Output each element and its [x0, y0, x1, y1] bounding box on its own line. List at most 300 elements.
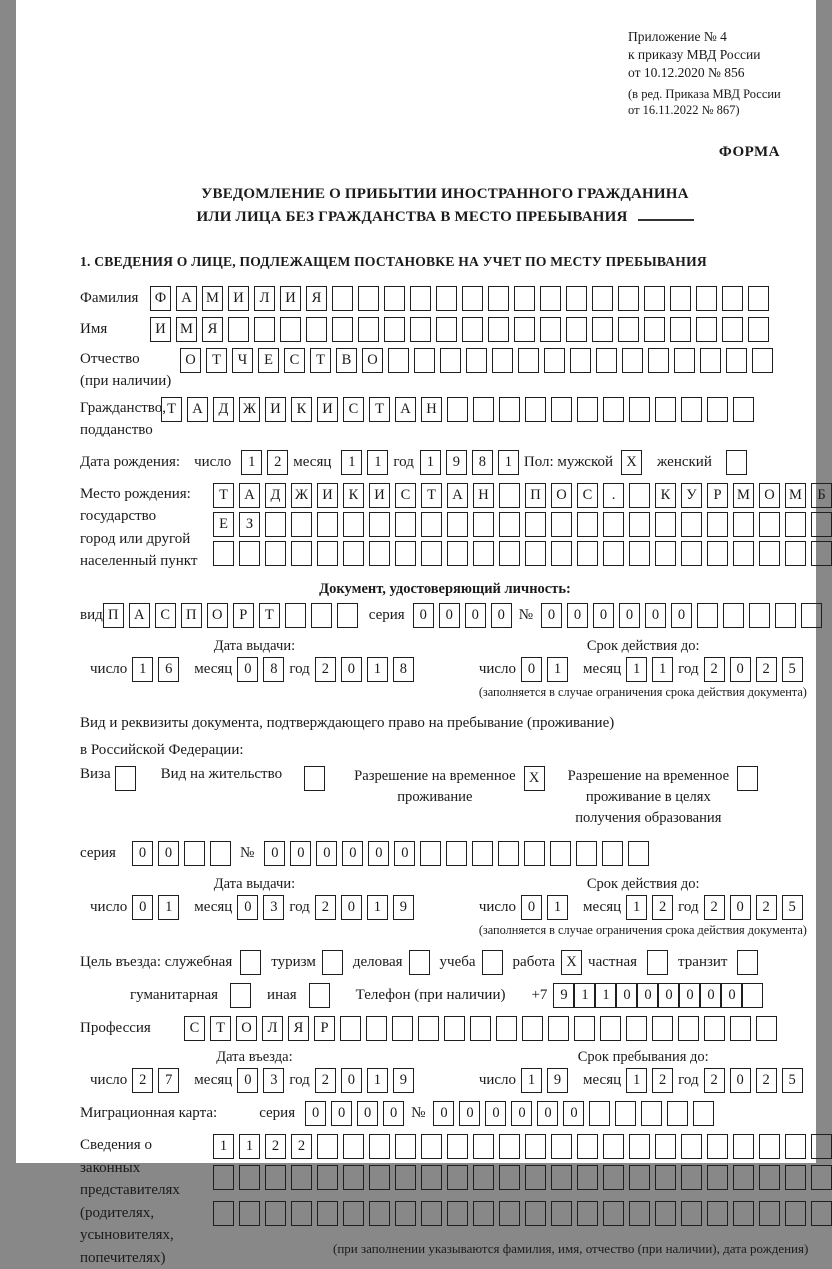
char-cell [648, 348, 669, 373]
birth-year-boxes [420, 450, 524, 475]
char-cell: 6 [158, 657, 179, 682]
char-cell [629, 541, 650, 566]
res-valid-group: Срок действия до: число 0 1 месяц 1 2 год 2 0 2 5 (заполняется в случае ограничения срока действия документа) [478, 876, 807, 938]
birthplace-label: Место рождения: государство город или другой населенный пункт [80, 485, 198, 570]
char-cell [629, 483, 650, 508]
char-cell: П [181, 603, 202, 628]
char-cell [343, 512, 364, 537]
stay-until-label: Срок пребывания до: [577, 1049, 709, 1066]
purpose-other-checkbox [309, 983, 330, 1008]
res-issue-group: Дата выдачи: число 0 1 месяц 0 3 год 2 0 1 9 [90, 876, 419, 938]
char-cell: В [336, 348, 357, 373]
char-cell: 0 [237, 1068, 258, 1093]
entry-dates-row [80, 1049, 810, 1093]
purpose-study-checkbox [482, 950, 503, 975]
char-cell [514, 286, 535, 311]
char-cell: 0 [619, 603, 640, 628]
char-cell [811, 512, 832, 537]
char-cell [496, 1016, 517, 1041]
char-cell [749, 603, 770, 628]
char-cell [681, 1165, 702, 1190]
char-cell: И [265, 397, 286, 422]
char-cell: Т [259, 603, 280, 628]
profession-boxes [184, 1016, 782, 1041]
char-cell: 2 [756, 657, 777, 682]
char-cell [681, 397, 702, 422]
char-cell: П [525, 483, 546, 508]
title-blank-underline [638, 207, 694, 221]
char-cell: 0 [541, 603, 562, 628]
doc-series-boxes [413, 603, 517, 628]
char-cell [707, 397, 728, 422]
char-cell: Я [288, 1016, 309, 1041]
char-cell [759, 1201, 780, 1226]
char-cell [652, 1016, 673, 1041]
char-cell: С [184, 1016, 205, 1041]
char-cell [499, 1134, 520, 1159]
char-cell: 0 [465, 603, 486, 628]
char-cell: 5 [782, 895, 803, 920]
char-cell [577, 512, 598, 537]
char-cell [700, 348, 721, 373]
char-cell: Т [310, 348, 331, 373]
purpose-private-checkbox [647, 950, 668, 975]
char-cell: 0 [341, 895, 362, 920]
char-cell [603, 397, 624, 422]
char-cell [499, 541, 520, 566]
char-cell: О [236, 1016, 257, 1041]
char-cell: И [280, 286, 301, 311]
char-cell: О [759, 483, 780, 508]
char-cell: 1 [652, 657, 673, 682]
char-cell: 0 [700, 983, 721, 1008]
char-cell [473, 541, 494, 566]
char-cell [337, 603, 358, 628]
char-cell: 0 [521, 657, 542, 682]
char-cell [184, 841, 205, 866]
char-cell [239, 1165, 260, 1190]
char-cell [577, 1201, 598, 1226]
char-cell [343, 1201, 364, 1226]
char-cell [726, 348, 747, 373]
char-cell [655, 1201, 676, 1226]
char-cell: 2 [267, 450, 288, 475]
char-cell [759, 512, 780, 537]
char-cell: 3 [263, 1068, 284, 1093]
birthplace-boxrows [213, 483, 832, 571]
char-cell [369, 1134, 390, 1159]
char-cell [285, 603, 306, 628]
char-cell: 0 [459, 1101, 480, 1126]
birth-day-boxes [241, 450, 293, 475]
char-cell [462, 317, 483, 342]
char-cell [693, 1101, 714, 1126]
entry-month-boxes [237, 1068, 289, 1093]
residence-doc-line1: Вид и реквизиты документа, подтверждающего право на пребывание (проживание) [80, 714, 615, 731]
valid-note: (заполняется в случае ограничения срока действия документа) [478, 684, 807, 699]
char-cell [384, 286, 405, 311]
forma-label: ФОРМА [718, 144, 780, 161]
char-cell: 1 [521, 1068, 542, 1093]
char-cell [655, 1134, 676, 1159]
char-cell: 0 [413, 603, 434, 628]
char-cell [576, 841, 597, 866]
char-cell [577, 397, 598, 422]
patronymic-label: Отчество (при наличии) [80, 350, 172, 390]
char-cell: С [577, 483, 598, 508]
char-cell: С [395, 483, 416, 508]
char-cell: Р [314, 1016, 335, 1041]
char-cell [752, 348, 773, 373]
char-cell [369, 541, 390, 566]
char-cell [239, 541, 260, 566]
char-cell [473, 1201, 494, 1226]
stay-year-boxes [704, 1068, 808, 1093]
char-cell [395, 1165, 416, 1190]
char-cell: 1 [367, 450, 388, 475]
char-cell: 0 [341, 657, 362, 682]
char-cell [395, 1201, 416, 1226]
char-cell [369, 1201, 390, 1226]
char-cell: А [176, 286, 197, 311]
char-cell [733, 541, 754, 566]
res-valid-year-boxes [704, 895, 808, 920]
char-cell [418, 1016, 439, 1041]
char-cell [447, 1201, 468, 1226]
visa-label: Виза [80, 765, 111, 782]
char-cell: П [103, 603, 124, 628]
birthplace-row1-boxes [213, 483, 832, 508]
char-cell [447, 541, 468, 566]
char-cell [525, 512, 546, 537]
char-cell [228, 317, 249, 342]
purpose-transit-checkbox [737, 950, 758, 975]
patronymic-row [80, 348, 810, 393]
char-cell [332, 317, 353, 342]
char-cell: 1 [547, 895, 568, 920]
char-cell [667, 1101, 688, 1126]
char-cell [748, 317, 769, 342]
char-cell: 8 [263, 657, 284, 682]
char-cell [548, 1016, 569, 1041]
char-cell [748, 286, 769, 311]
doc-issue-group: Дата выдачи: число 1 6 месяц 0 8 год 2 0 1 8 [90, 638, 419, 700]
char-cell: Ф [150, 286, 171, 311]
legal-representatives-block [80, 1134, 810, 1269]
char-cell [681, 1201, 702, 1226]
legal-representatives-boxrows [213, 1134, 832, 1257]
char-cell: 1 [498, 450, 519, 475]
char-cell [499, 1165, 520, 1190]
char-cell [801, 603, 822, 628]
legal-representatives-label: Сведения о законных представителях (родителях, усыновителях, попечителях) [80, 1137, 180, 1266]
char-cell: Н [421, 397, 442, 422]
char-cell [759, 541, 780, 566]
char-cell: 8 [393, 657, 414, 682]
char-cell: Т [206, 348, 227, 373]
entry-year-boxes [315, 1068, 419, 1093]
char-cell [707, 1201, 728, 1226]
char-cell [655, 397, 676, 422]
char-cell [696, 286, 717, 311]
char-cell [592, 286, 613, 311]
char-cell [239, 1201, 260, 1226]
char-cell [472, 841, 493, 866]
char-cell [317, 512, 338, 537]
char-cell [603, 541, 624, 566]
char-cell: 1 [367, 1068, 388, 1093]
char-cell [551, 1165, 572, 1190]
mig-number-sign: № [411, 1105, 426, 1122]
char-cell [602, 841, 623, 866]
res-issue-month-boxes [237, 895, 289, 920]
char-cell [733, 512, 754, 537]
char-cell [280, 317, 301, 342]
char-cell [696, 317, 717, 342]
char-cell [775, 603, 796, 628]
char-cell [317, 1134, 338, 1159]
char-cell [733, 1201, 754, 1226]
purpose-label: Цель въезда: служебная [80, 954, 233, 971]
char-cell [213, 1165, 234, 1190]
residence-permit-group [161, 766, 330, 791]
char-cell [722, 317, 743, 342]
surname-label: Фамилия [80, 289, 139, 306]
char-cell: 1 [341, 450, 362, 475]
char-cell: 0 [132, 895, 153, 920]
char-cell [369, 512, 390, 537]
char-cell [466, 348, 487, 373]
char-cell: 1 [626, 1068, 647, 1093]
entry-day-boxes [132, 1068, 184, 1093]
char-cell [525, 397, 546, 422]
char-cell [707, 1165, 728, 1190]
char-cell: 2 [652, 1068, 673, 1093]
char-cell: 0 [537, 1101, 558, 1126]
char-cell: А [395, 397, 416, 422]
char-cell [618, 317, 639, 342]
char-cell: 0 [394, 841, 415, 866]
char-cell [265, 541, 286, 566]
char-cell: 2 [315, 1068, 336, 1093]
char-cell [811, 1201, 832, 1226]
char-cell: К [343, 483, 364, 508]
char-cell [525, 1201, 546, 1226]
migration-card-row [80, 1101, 810, 1126]
phone-boxes [553, 983, 763, 1008]
char-cell [704, 1016, 725, 1041]
char-cell: 1 [626, 895, 647, 920]
char-cell [421, 1134, 442, 1159]
char-cell: . [603, 483, 624, 508]
char-cell [570, 348, 591, 373]
birthplace-row3-boxes [213, 541, 832, 566]
res-series-label: серия [80, 845, 116, 862]
char-cell: 0 [491, 603, 512, 628]
char-cell [473, 397, 494, 422]
char-cell [343, 541, 364, 566]
char-cell: 1 [132, 657, 153, 682]
char-cell: 0 [637, 983, 658, 1008]
annex-note-line: (в ред. Приказа МВД России [628, 86, 781, 101]
char-cell: 1 [595, 983, 616, 1008]
char-cell: Т [213, 483, 234, 508]
char-cell: И [150, 317, 171, 342]
char-cell [628, 841, 649, 866]
char-cell: 0 [316, 841, 337, 866]
char-cell [265, 512, 286, 537]
char-cell [410, 286, 431, 311]
char-cell: Т [369, 397, 390, 422]
char-cell: 1 [158, 895, 179, 920]
residence-doc-paragraph [80, 710, 810, 764]
doc-valid-group: Срок действия до: число 0 1 месяц 1 1 год 2 0 2 5 (заполняется в случае ограничения срока действия документа) [478, 637, 807, 699]
char-cell [311, 603, 332, 628]
char-cell: И [369, 483, 390, 508]
char-cell [369, 1165, 390, 1190]
char-cell: 1 [574, 983, 595, 1008]
char-cell [577, 541, 598, 566]
purpose-tourism-checkbox [322, 950, 343, 975]
char-cell: 0 [485, 1101, 506, 1126]
citizenship-row [80, 397, 810, 442]
char-cell [596, 348, 617, 373]
char-cell: 9 [446, 450, 467, 475]
char-cell [785, 541, 806, 566]
char-cell [722, 286, 743, 311]
char-cell [514, 317, 535, 342]
migration-card-label: Миграционная карта: [80, 1105, 218, 1122]
char-cell [785, 1134, 806, 1159]
annex-note-line: от 16.11.2022 № 867) [628, 102, 740, 117]
char-cell [785, 1201, 806, 1226]
char-cell [629, 1165, 650, 1190]
char-cell [641, 1101, 662, 1126]
char-cell: 0 [132, 841, 153, 866]
char-cell: 0 [658, 983, 679, 1008]
char-cell: 0 [331, 1101, 352, 1126]
char-cell: 0 [237, 657, 258, 682]
char-cell: 2 [265, 1134, 286, 1159]
char-cell: 0 [383, 1101, 404, 1126]
res-issue-year-boxes [315, 895, 419, 920]
char-cell: 0 [439, 603, 460, 628]
char-cell: 0 [563, 1101, 584, 1126]
char-cell [603, 1201, 624, 1226]
male-checkbox: X [621, 450, 642, 475]
char-cell [421, 512, 442, 537]
char-cell: Ж [239, 397, 260, 422]
temp-residence-edu-checkbox [737, 766, 758, 791]
res-issue-day-boxes [132, 895, 184, 920]
char-cell [447, 397, 468, 422]
sex-male-label: Пол: мужской [523, 453, 614, 470]
notification-form-page [16, 0, 826, 1266]
char-cell: А [239, 483, 260, 508]
char-cell: 0 [616, 983, 637, 1008]
stay-day-boxes [521, 1068, 573, 1093]
doc-valid-day-boxes [521, 657, 573, 682]
char-cell: 0 [567, 603, 588, 628]
birthdate-row [80, 450, 810, 475]
temp-residence-edu-group [568, 766, 763, 829]
char-cell: 2 [315, 895, 336, 920]
char-cell [213, 1201, 234, 1226]
char-cell [525, 1134, 546, 1159]
char-cell: Л [262, 1016, 283, 1041]
res-number-sign: № [240, 845, 255, 862]
char-cell: Н [473, 483, 494, 508]
char-cell [462, 286, 483, 311]
char-cell: З [239, 512, 260, 537]
entry-date-group: Дата въезда: число 2 7 месяц 0 3 год 2 0 1 9 [90, 1049, 419, 1093]
char-cell: 2 [652, 895, 673, 920]
char-cell [670, 286, 691, 311]
legal-rep-note: (при заполнении указываются фамилия, имя, отчество (при наличии), дата рождения) [333, 1241, 809, 1257]
char-cell [733, 1165, 754, 1190]
char-cell: Ж [291, 483, 312, 508]
form-title [80, 183, 810, 230]
char-cell: К [655, 483, 676, 508]
char-cell [551, 541, 572, 566]
birthplace-row2-boxes [213, 512, 832, 537]
char-cell: 0 [368, 841, 389, 866]
char-cell [444, 1016, 465, 1041]
char-cell [626, 1016, 647, 1041]
char-cell [756, 1016, 777, 1041]
char-cell: 0 [511, 1101, 532, 1126]
char-cell [551, 512, 572, 537]
residence-doc-checkbox-row [80, 766, 810, 829]
char-cell [499, 483, 520, 508]
char-cell [436, 286, 457, 311]
char-cell: 2 [704, 657, 725, 682]
char-cell [550, 841, 571, 866]
visa-checkbox [115, 766, 136, 791]
char-cell [525, 541, 546, 566]
char-cell [436, 317, 457, 342]
res-number-boxes [264, 841, 654, 866]
char-cell: 0 [290, 841, 311, 866]
char-cell [540, 317, 561, 342]
char-cell: 2 [291, 1134, 312, 1159]
char-cell [577, 1165, 598, 1190]
temp-residence-group [354, 766, 549, 808]
surname-row [80, 286, 810, 311]
char-cell [577, 1134, 598, 1159]
char-cell [499, 1201, 520, 1226]
char-cell: 1 [213, 1134, 234, 1159]
id-doc-heading: Документ, удостоверяющий личность: [319, 580, 571, 597]
stay-until-group: Срок пребывания до: число 1 9 месяц 1 2 год 2 0 2 5 [479, 1049, 808, 1093]
char-cell: 0 [730, 1068, 751, 1093]
legal-rep-row2-boxes [213, 1165, 832, 1190]
char-cell [759, 1165, 780, 1190]
char-cell: 1 [367, 895, 388, 920]
char-cell [707, 1134, 728, 1159]
char-cell: С [343, 397, 364, 422]
char-cell [421, 541, 442, 566]
doc-kind-label: вид [80, 606, 103, 623]
char-cell [629, 397, 650, 422]
char-cell [392, 1016, 413, 1041]
char-cell [723, 603, 744, 628]
char-cell [410, 317, 431, 342]
char-cell: 0 [237, 895, 258, 920]
char-cell [343, 1134, 364, 1159]
char-cell [603, 512, 624, 537]
form-title-line1: УВЕДОМЛЕНИЕ О ПРИБЫТИИ ИНОСТРАННОГО ГРАЖДАНИНА [201, 186, 689, 203]
